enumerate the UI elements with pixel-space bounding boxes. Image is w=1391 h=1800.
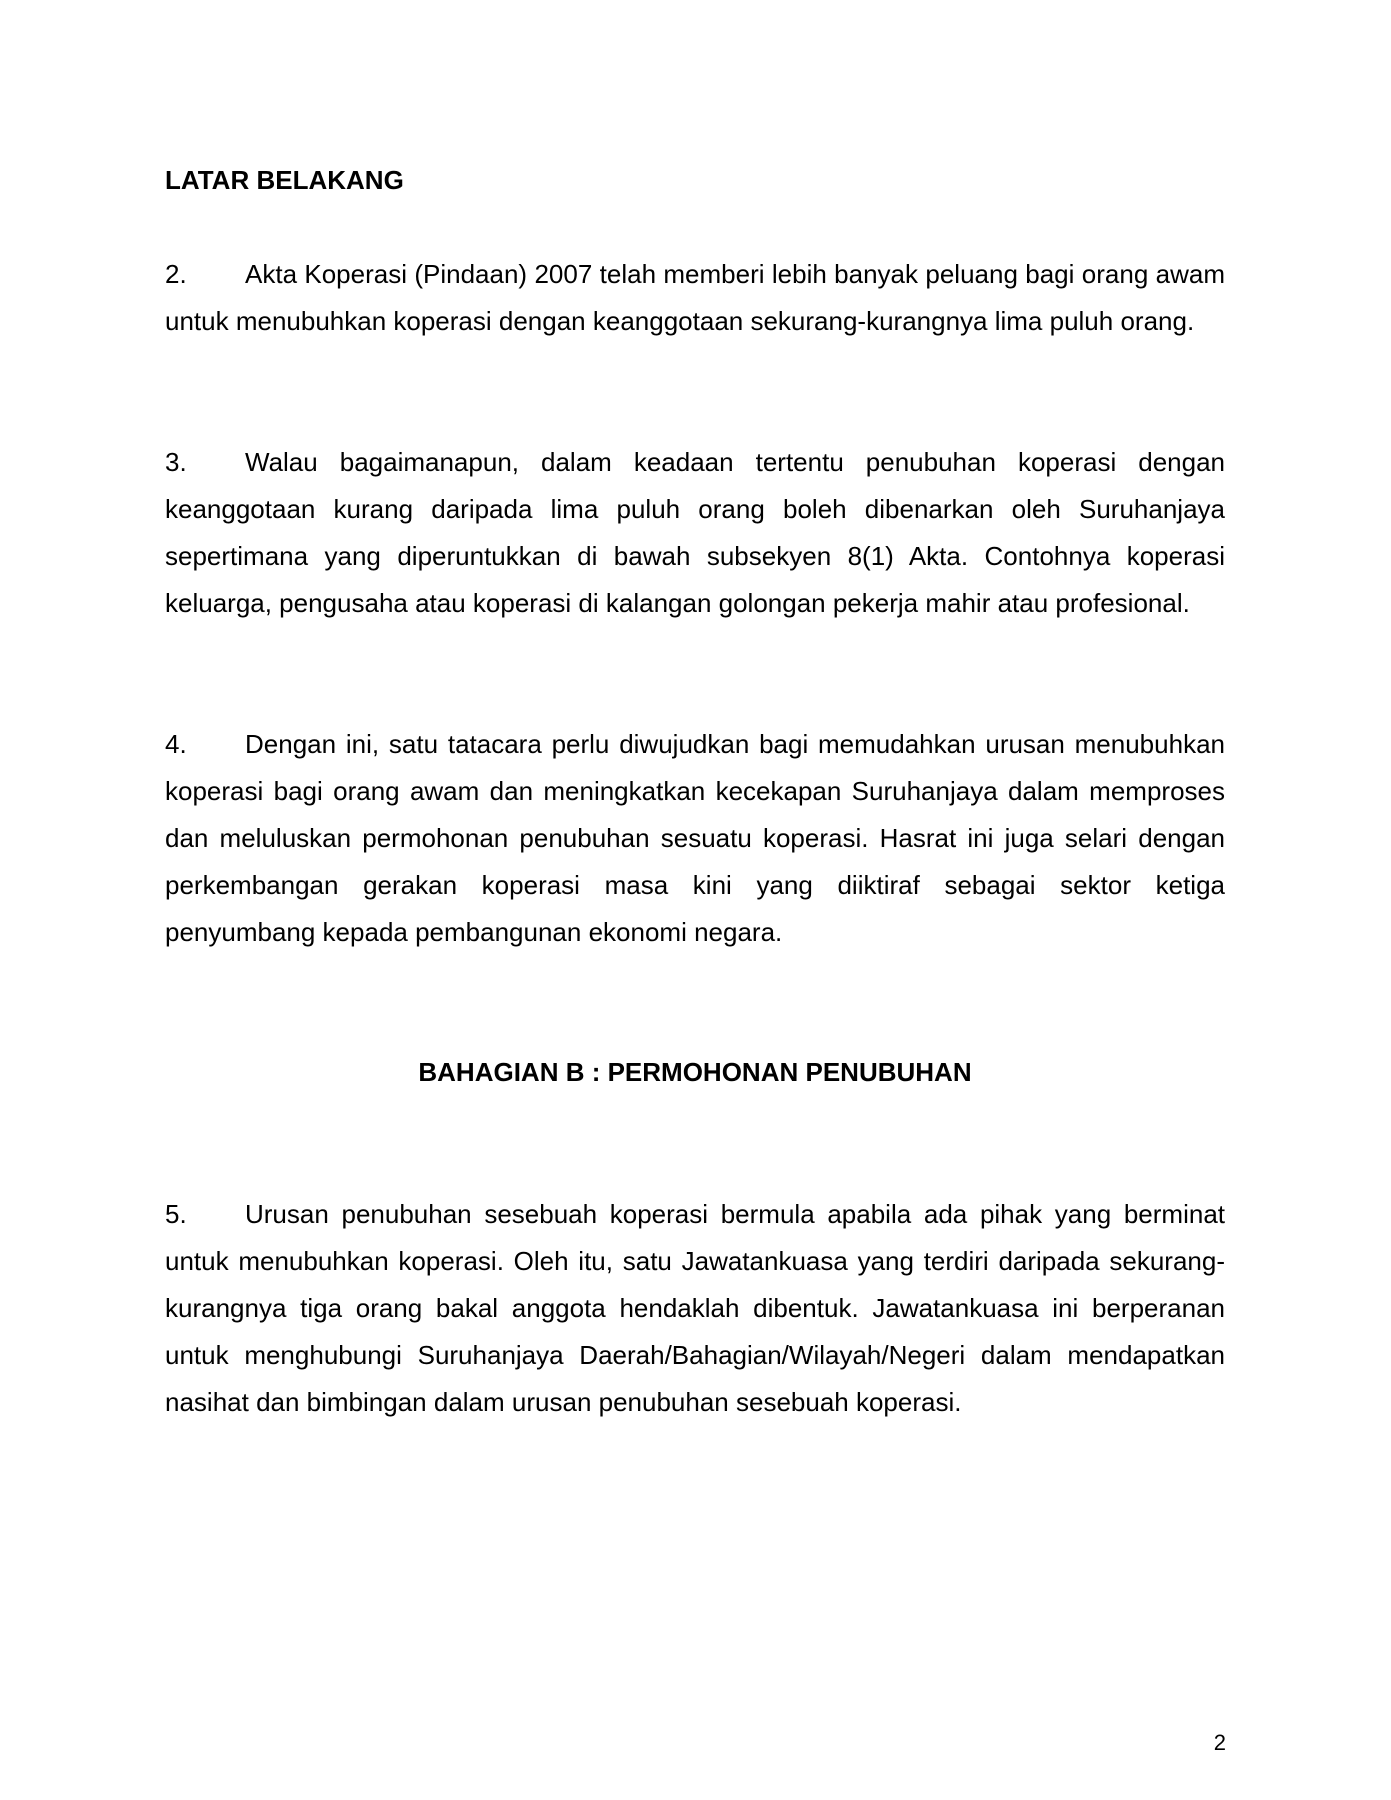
paragraph-5 — [165, 1191, 1225, 1426]
paragraph-text: Walau bagaimanapun, dalam keadaan tertentu penubuhan koperasi dengan keanggotaan kurang daripada lima puluh orang boleh dibenarkan oleh Suruhanjaya sepertimana yang diperuntukkan di bawah subsekyen 8(1) Akta. Contohnya koperasi keluarga, pengusaha atau koperasi di kalangan golongan pekerja mahir atau profesional. — [165, 447, 1225, 618]
paragraph-text: Dengan ini, satu tatacara perlu diwujudkan bagi memudahkan urusan menubuhkan koperasi bagi orang awam dan meningkatkan kecekapan Suruhanjaya dalam memproses dan meluluskan permohonan penubuhan sesuatu koperasi. Hasrat ini juga selari dengan perkembangan gerakan koperasi masa kini yang diiktiraf sebagai sektor ketiga penyumbang kepada pembangunan ekonomi negara. — [165, 729, 1225, 947]
paragraph-4 — [165, 721, 1225, 956]
paragraph-number: 3. — [165, 447, 187, 477]
page-number: 2 — [1213, 1730, 1226, 1755]
part-heading-bahagian-b: BAHAGIAN B : PERMOHONAN PENUBUHAN — [418, 1057, 972, 1087]
paragraph-3 — [165, 439, 1225, 627]
paragraph-number: 4. — [165, 729, 187, 759]
paragraph-number: 2. — [165, 259, 187, 289]
paragraph-text: Urusan penubuhan sesebuah koperasi bermula apabila ada pihak yang berminat untuk menubuhkan koperasi. Oleh itu, satu Jawatankuasa yang terdiri daripada sekurang-kurangnya tiga orang bakal anggota hendaklah dibentuk. Jawatankuasa ini berperanan untuk menghubungi Suruhanjaya Daerah/Bahagian/Wilayah/Negeri dalam mendapatkan nasihat dan bimbingan dalam urusan penubuhan sesebuah koperasi. — [165, 1199, 1225, 1417]
paragraph-number: 5. — [165, 1199, 187, 1229]
paragraph-text: Akta Koperasi (Pindaan) 2007 telah memberi lebih banyak peluang bagi orang awam untuk menubuhkan koperasi dengan keanggotaan sekurang-kurangnya lima puluh orang. — [165, 259, 1225, 336]
section-heading-latar-belakang: LATAR BELAKANG — [165, 165, 404, 195]
paragraph-2 — [165, 251, 1225, 345]
